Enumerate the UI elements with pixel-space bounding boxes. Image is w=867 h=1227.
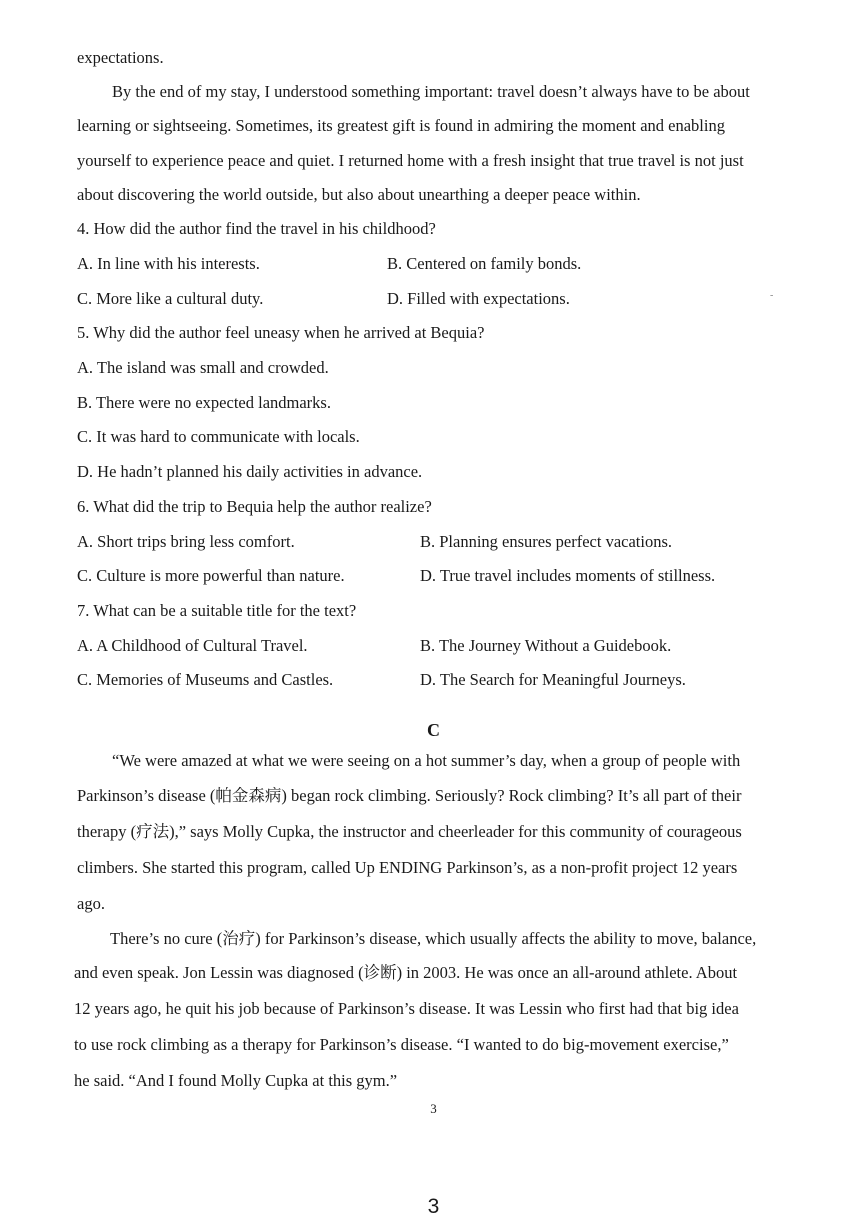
- option-c: C. Memories of Museums and Castles.: [77, 670, 334, 689]
- passage-line: therapy (疗法),” says Molly Cupka, the instructor and cheerleader for this community of courageous: [77, 822, 742, 841]
- option-b: B. There were no expected landmarks.: [77, 393, 331, 412]
- passage-line: learning or sightseeing. Sometimes, its greatest gift is found in admiring the moment and enabling: [77, 116, 725, 135]
- option-c: C. More like a cultural duty.: [77, 289, 264, 308]
- page-number: 3: [430, 1101, 437, 1116]
- passage-line: about discovering the world outside, but also about unearthing a deeper peace within.: [77, 185, 641, 204]
- passage-line: yourself to experience peace and quiet. I returned home with a fresh insight that true travel is not just: [77, 151, 744, 170]
- passage-line: climbers. She started this program, called Up ENDING Parkinson’s, as a non-profit project 12 years: [77, 858, 738, 877]
- option-b: B. Planning ensures perfect vacations.: [420, 532, 673, 551]
- passage-line: ago.: [77, 894, 105, 913]
- passage-line: 12 years ago, he quit his job because of Parkinson’s disease. It was Lessin who first had that big idea: [74, 999, 739, 1018]
- page-number-footer: 3: [427, 1195, 440, 1218]
- option-b: B. The Journey Without a Guidebook.: [420, 636, 672, 655]
- passage-line: There’s no cure (治疗) for Parkinson’s disease, which usually affects the ability to move, balance,: [110, 929, 757, 948]
- option-a: A. The island was small and crowded.: [77, 358, 329, 377]
- scan-mark: -: [770, 290, 774, 301]
- section-heading: C: [427, 720, 440, 740]
- passage-line: By the end of my stay, I understood something important: travel doesn’t always have to be about: [112, 82, 750, 101]
- passage-line: expectations.: [77, 48, 164, 67]
- passage-line: “We were amazed at what we were seeing on a hot summer’s day, when a group of people with: [112, 751, 741, 770]
- passage-line: he said. “And I found Molly Cupka at this gym.”: [74, 1071, 398, 1090]
- question-stem: 7. What can be a suitable title for the text?: [77, 601, 357, 620]
- option-a: A. Short trips bring less comfort.: [77, 532, 295, 551]
- option-d: D. Filled with expectations.: [387, 289, 570, 308]
- question-stem: 4. How did the author find the travel in his childhood?: [77, 219, 436, 238]
- passage-line: Parkinson’s disease (帕金森病) began rock climbing. Seriously? Rock climbing? It’s all part of their: [77, 786, 742, 805]
- option-a: A. In line with his interests.: [77, 254, 260, 273]
- passage-line: to use rock climbing as a therapy for Parkinson’s disease. “I wanted to do big-movement exercise,”: [74, 1035, 729, 1054]
- option-b: B. Centered on family bonds.: [387, 254, 582, 273]
- option-d: D. The Search for Meaningful Journeys.: [420, 670, 686, 689]
- option-d: D. He hadn’t planned his daily activities in advance.: [77, 462, 423, 481]
- question-stem: 5. Why did the author feel uneasy when he arrived at Bequia?: [77, 323, 485, 342]
- passage-line: and even speak. Jon Lessin was diagnosed (诊断) in 2003. He was once an all-around athlete. About: [74, 963, 738, 982]
- question-stem: 6. What did the trip to Bequia help the author realize?: [77, 497, 432, 516]
- option-c: C. It was hard to communicate with locals.: [77, 427, 360, 446]
- option-c: C. Culture is more powerful than nature.: [77, 566, 345, 585]
- option-a: A. A Childhood of Cultural Travel.: [77, 636, 308, 655]
- option-d: D. True travel includes moments of stillness.: [420, 566, 716, 585]
